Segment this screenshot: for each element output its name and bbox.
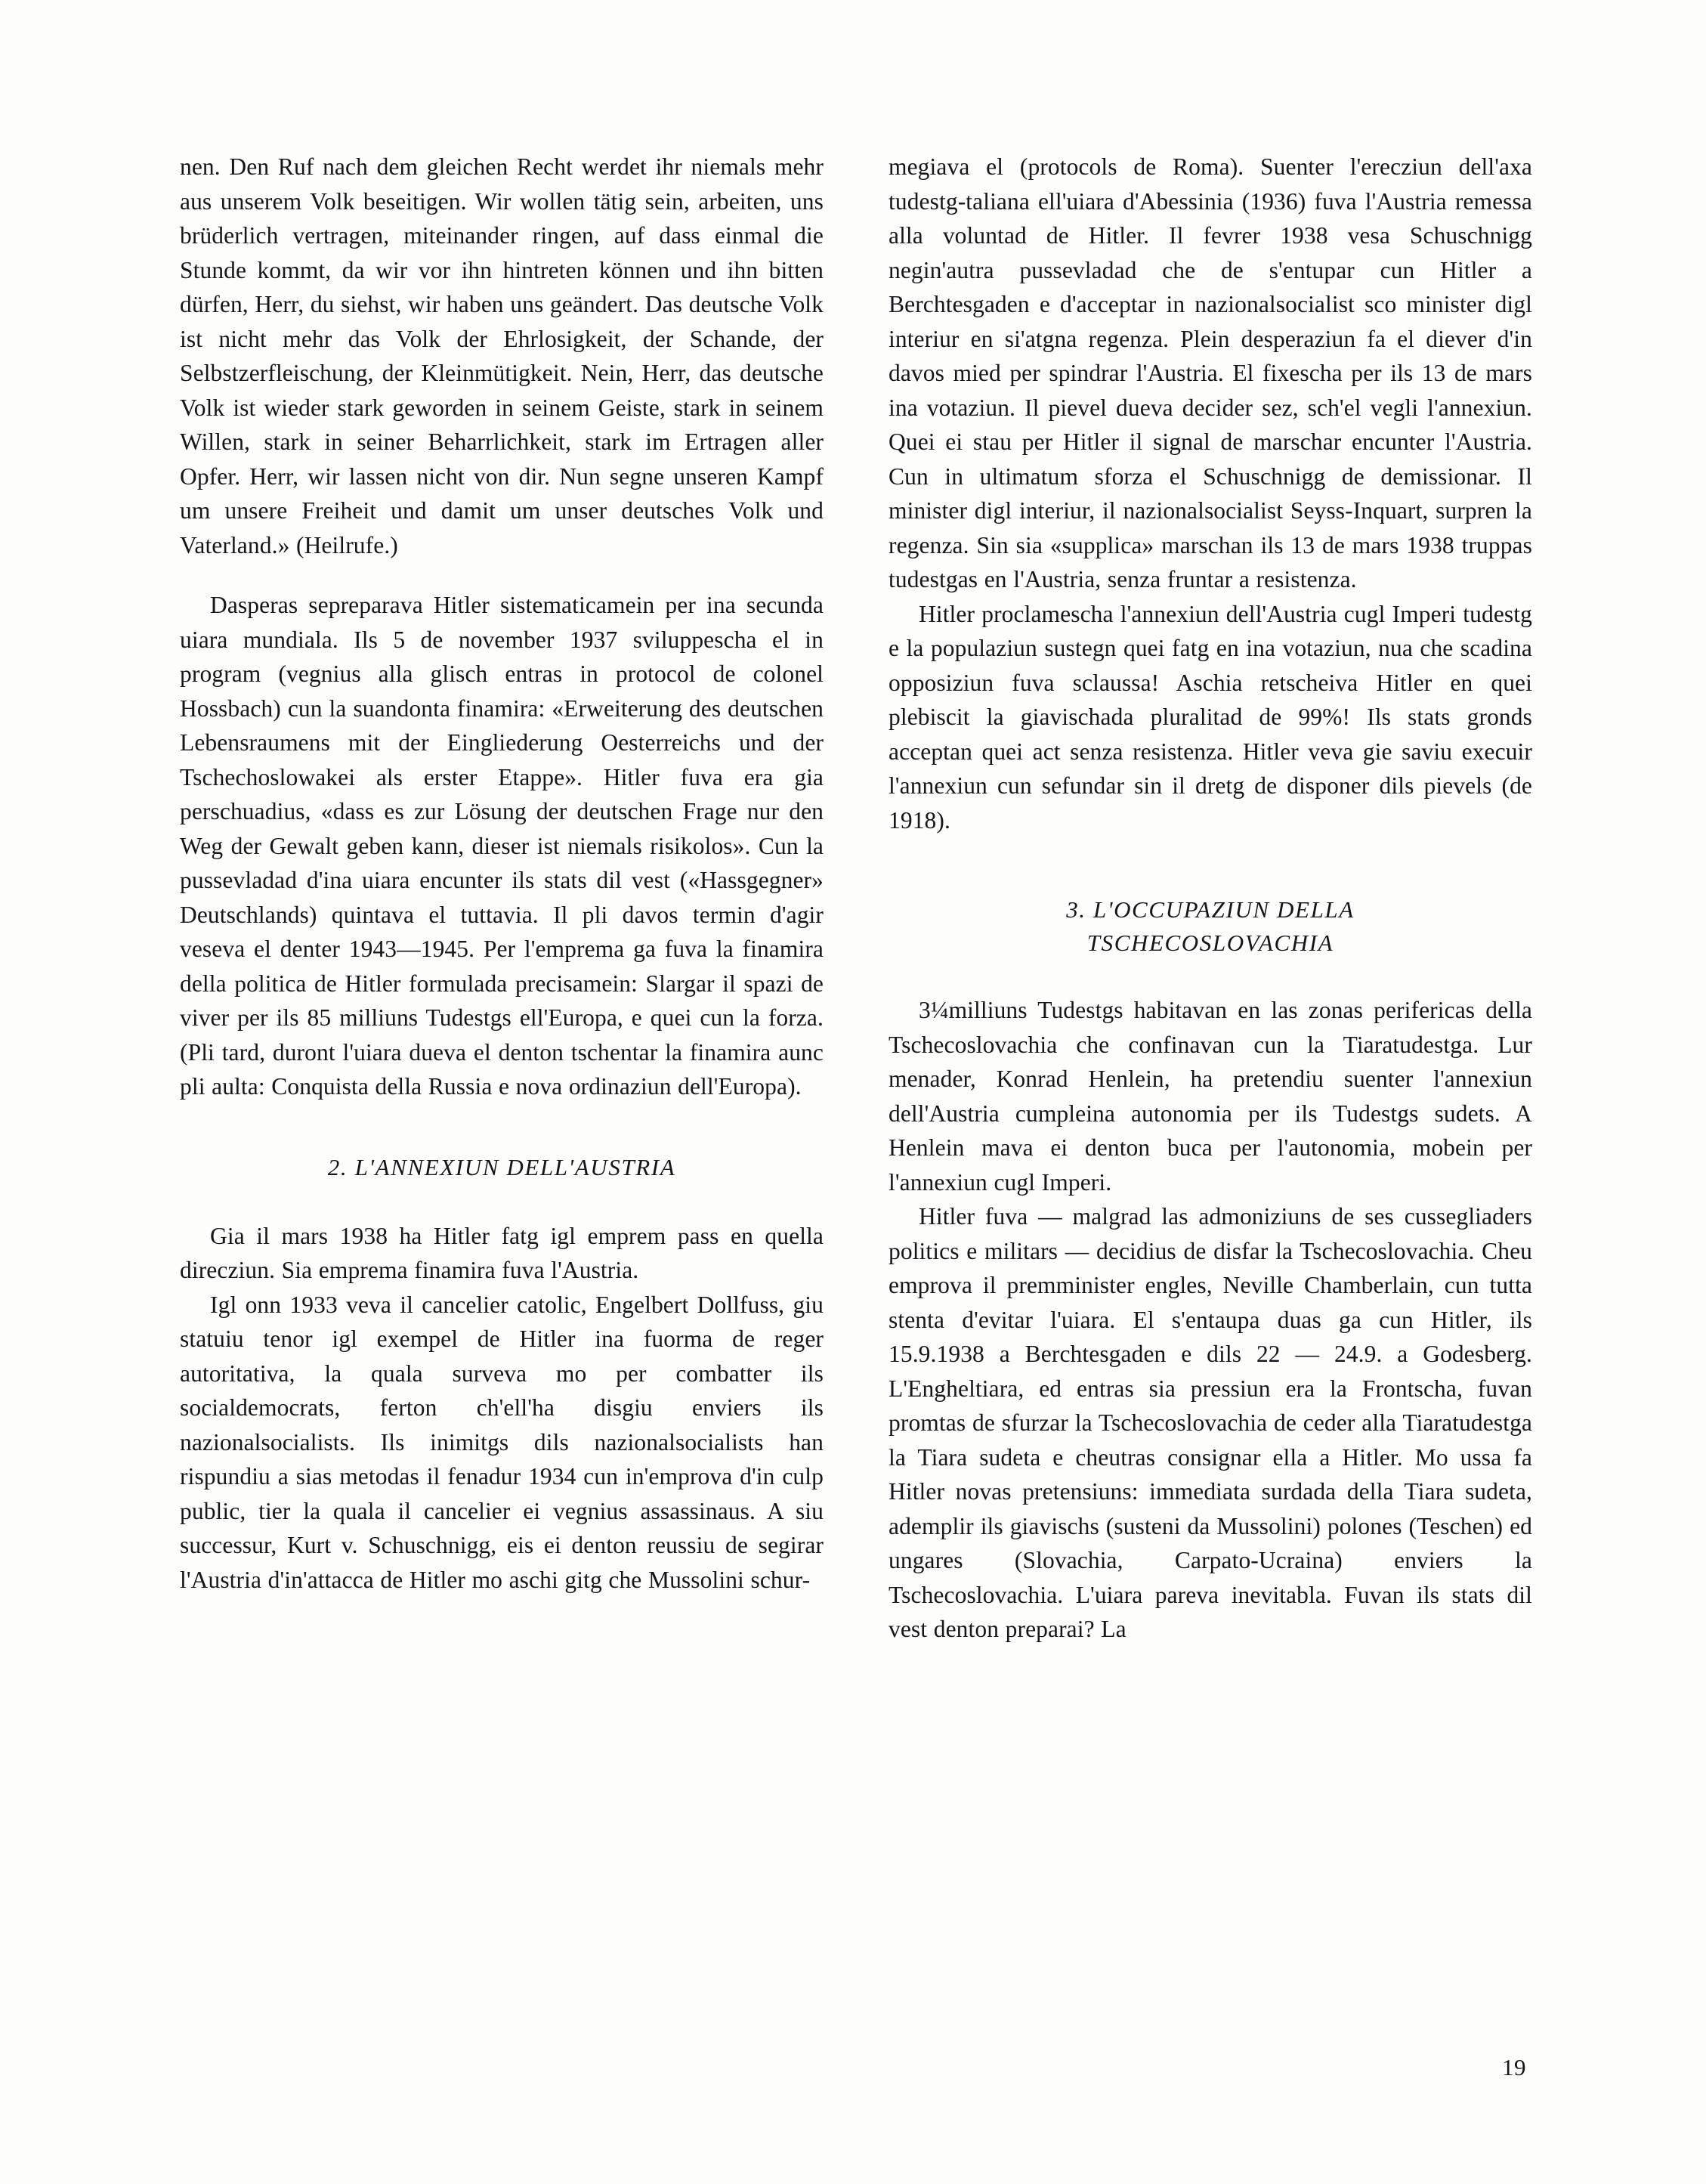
section-heading-text: 2. L'ANNEXIUN DELL'AUSTRIA: [327, 1153, 676, 1180]
left-column: [180, 150, 824, 1647]
section-heading-occupaziun: [889, 893, 1532, 960]
section-heading-annexiun: [180, 1151, 824, 1184]
paragraph: Dasperas sepreparava Hitler sistematicamein per ina secunda uiara mundiala. Ils 5 de november 1937 sviluppescha el in program (vegnius alla glisch entras in protocol de colonel Hossbach) cun la suandonta finamira: «Erweiterung des deutschen Lebensraumens mit der Eingliederung Oesterreichs und der Tschechoslowakei als erster Etappe». Hitler fuva era gia perschuadius, «dass es zur Lösung der deutschen Frage nur den Weg der Gewalt geben kann, dieser ist niemals risikolos». Cun la pussevladad d'ina uiara encunter ils stats dil vest («Hassgegner» Deutschlands) quintava el tuttavia. Il pli davos termin d'agir veseva el denter 1943—1945. Per l'emprema ga fuva la finamira della politica de Hitler formulada precisamein: Slargar il spazi de viver per ils 85 milliuns Tudestgs ell'Europa, e quei cun la forza. (Pli tard, duront l'uiara dueva el denton tschentar la finamira aunc pli aulta: Conquista della Russia e nova ordinaziun dell'Europa).: [180, 592, 824, 1100]
paragraph: Hitler proclamescha l'annexiun dell'Austria cugl Imperi tudestg e la populaziun sustegn quei fatg en ina votaziun, nua che scadina opposiziun fuva sclaussa! Aschia retscheiva Hitler en quei plebiscit la giavischada pluralitad de 99%! Ils stats gronds acceptan quei act senza resistenza. Hitler veva gie saviu execuir l'annexiun cun sefundar sin il dretg de disponer dils pievels (de 1918).: [889, 600, 1532, 834]
paragraph: megiava el (protocols de Roma). Suenter l'erecziun dell'axa tudestg-taliana ell'uiara d'Abessinia (1936) fuva l'Austria remessa alla voluntad de Hitler. Il fevrer 1938 vesa Schuschnigg negin'autra pussevladad che de s'entupar cun Hitler a Berchtesgaden e d'acceptar in nazionalsocialist sco minister digl interiur en si'atgna regenza. Plein desperaziun fa el diever d'in davos mied per spindrar l'Austria. El fixescha per ils 13 de mars ina votaziun. Il pievel dueva decider sez, sch'el vegli l'annexiun. Quei ei stau per Hitler il signal de marschar encunter l'Austria. Cun in ultimatum sforza el Schuschnigg de demissionar. Il minister digl interiur, il nazionalsocialist Seyss-Inquart, surpren la regenza. Sin sia «supplica» marschan ils 13 de mars 1938 truppas tudestgas en l'Austria, senza fruntar a resistenza.: [889, 153, 1532, 592]
section-heading-line-1: 3. L'OCCUPAZIUN DELLA: [1066, 896, 1355, 923]
paragraph: nen. Den Ruf nach dem gleichen Recht werdet ihr niemals mehr aus unserem Volk beseitigen. Wir wollen tätig sein, arbeiten, uns brüderlich vertragen, miteinander ringen, auf dass einmal die Stunde kommt, da wir vor ihn hintreten können und ihn bitten dürfen, Herr, du siehst, wir haben uns geändert. Das deutsche Volk ist nicht mehr das Volk der Ehrlosigkeit, der Schande, der Selbstzerfleischung, der Kleinmütigkeit. Nein, Herr, das deutsche Volk ist wieder stark geworden in seinem Geiste, stark in seinem Willen, stark in seiner Beharrlichkeit, stark im Ertragen aller Opfer. Herr, wir lassen nicht von dir. Nun segne unseren Kampf um unsere Freiheit und damit um unser deutsches Volk und Vaterland.» (Heilrufe.): [180, 153, 824, 558]
paragraph: Gia il mars 1938 ha Hitler fatg igl emprem pass en quella direcziun. Sia emprema finamira fuva l'Austria.: [180, 1222, 824, 1283]
page-number: 19: [1502, 2054, 1526, 2080]
paragraph: Hitler fuva — malgrad las admoniziuns de ses cussegliaders politics e militars — decidius de disfar la Tschecoslovachia. Cheu emprova il premminister engles, Neville Chamberlain, cun tutta stenta d'evitar l'uiara. El s'entaupa duas ga cun Hitler, ils 15.9.1938 a Berchtesgaden e dils 22 — 24.9. a Godesberg. L'Engheltiara, ed entras sia pressiun era la Frontscha, fuvan promtas de sfurzar la Tschecoslovachia de ceder alla Tiaratudestga la Tiara sudeta e cheutras consignar ella a Hitler. Mo ussa fa Hitler novas pretensiuns: immediata surdada della Tiara sudeta, ademplir ils giavischs (susteni da Mussolini) polones (Teschen) ed ungares (Slovachia, Carpato-Ucraina) enviers la Tschecoslovachia. L'uiara pareva inevitabla. Fuvan ils stats dil vest denton preparai? La: [889, 1203, 1532, 1642]
right-column: [889, 150, 1532, 1647]
paragraph: Igl onn 1933 veva il cancelier catolic, Engelbert Dollfuss, giu statuiu tenor igl exempel de Hitler ina fuorma de reger autoritativa, la quala surveva mo per combatter ils socialdemocrats, ferton ch'ell'ha disgiu enviers ils nazionalsocialists. Ils inimitgs dils nazionalsocialists han rispundiu a sias metodas il fenadur 1934 cun in'emprova d'in culp public, tier la quala il cancelier ei vegnius assassinaus. A siu successur, Kurt v. Schuschnigg, eis ei denton reussiu de segirar l'Austria d'in'attacca de Hitler mo aschi gitg che Mussolini schur-: [180, 1291, 824, 1593]
section-heading-line-2: TSCHECOSLOVACHIA: [1086, 930, 1334, 956]
two-column-text-body: [180, 150, 1532, 1647]
paragraph: 3¼milliuns Tudestgs habitavan en las zonas perifericas della Tschecoslovachia che confinavan cun la Tiaratudestga. Lur menader, Konrad Henlein, ha pretendiu suenter l'annexiun dell'Austria cumpleina autonomia per ils Tudestgs sudets. A Henlein mava ei denton buca per l'autonomia, mobein per l'annexiun cugl Imperi.: [889, 997, 1532, 1196]
